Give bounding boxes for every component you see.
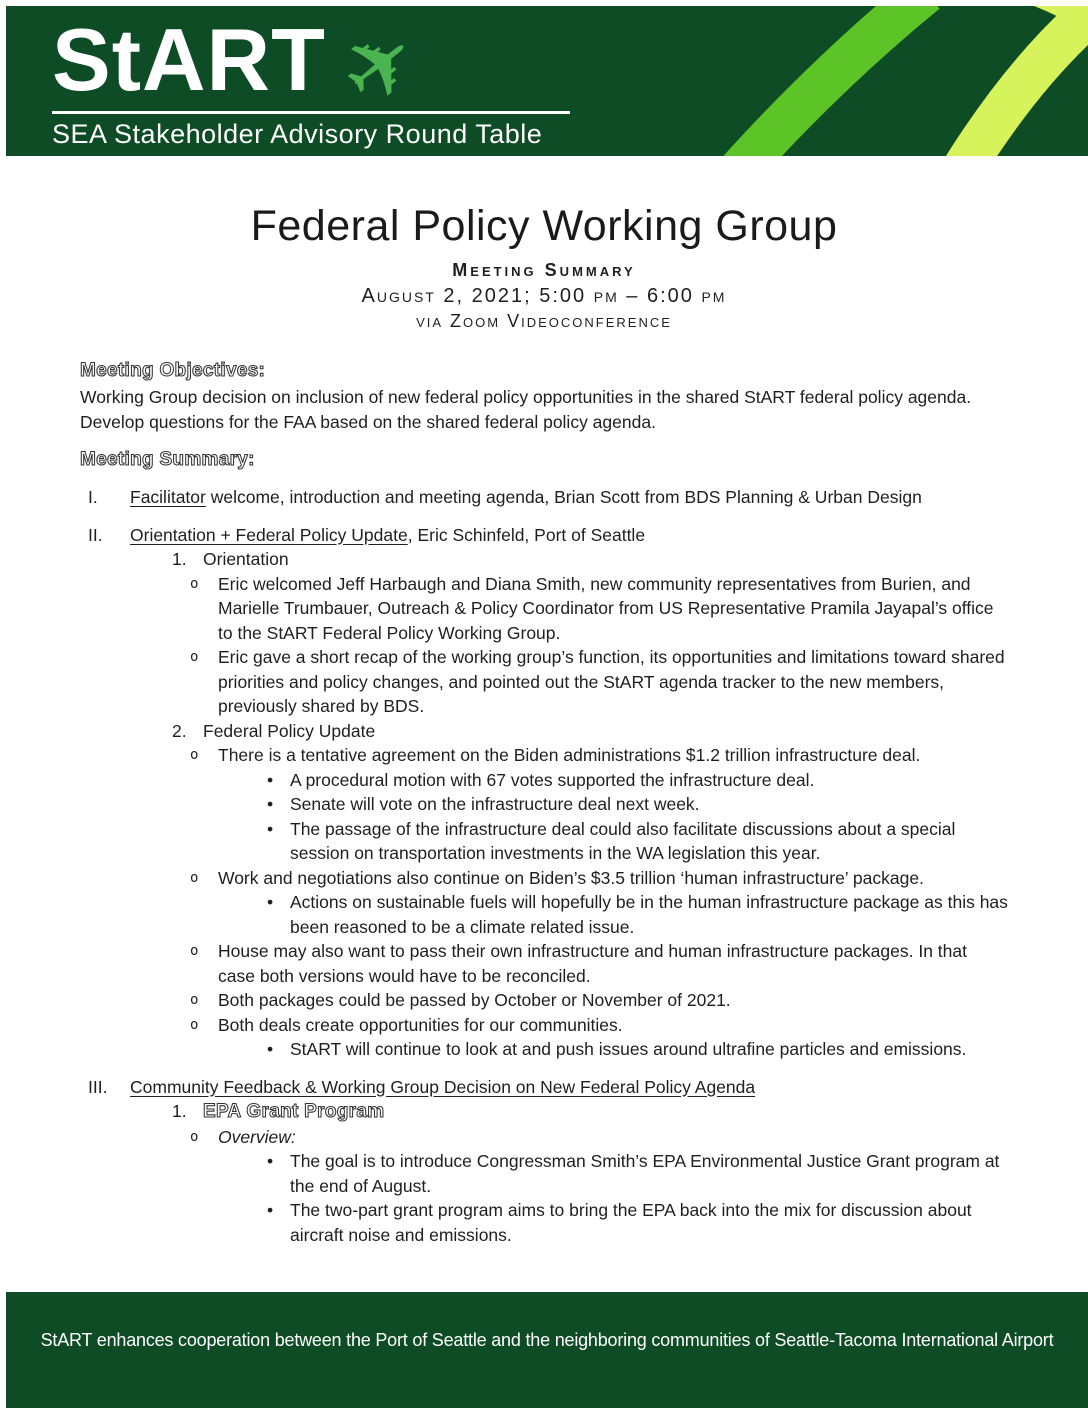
circle-bullet-item [190,743,1008,768]
list-marker: o [190,747,199,763]
list-marker: o [190,943,199,959]
list-item-text: EPA Grant Program [203,1101,385,1122]
list-marker: • [267,1200,274,1220]
circle-bullet-item [190,866,1008,891]
numbered-item [172,1099,1008,1125]
disc-bullet-item [267,890,1008,939]
airplane-icon: ✈ [321,6,438,128]
list-item-text: Community Feedback & Working Group Decision on New Federal Policy Agenda [130,1076,756,1097]
document-subtitle: Meeting Summary [452,260,636,280]
banner-tagline: SEA Stakeholder Advisory Round Table [52,119,543,149]
section-heading [80,485,1008,510]
objectives-line: Develop questions for the FAA based on the shared federal policy agenda. [80,412,656,432]
list-marker: • [267,1039,274,1059]
list-item-text: Overview: [218,1126,296,1147]
list-marker: 2. [172,720,187,741]
list-marker: o [190,869,199,886]
footer-text: StART enhances cooperation between the Port of Seattle and the neighboring communities of Seattle-Tacoma International Airport [40,1330,1054,1350]
circle-bullet-item [190,988,1008,1013]
list-marker: III. [88,1076,108,1097]
list-marker: o [190,992,199,1008]
list-item-text: Eric welcomed Jeff Harbaugh and Diana Smith, new community representatives from Burien, and Marielle Trumbauer, Outreach & Policy Coordinator from US Representative Pramila Jayapal’s office to the StART Federal Policy Working Group. [218,573,994,643]
list-marker: • [267,769,274,790]
summary-section [80,485,1008,510]
header-banner [6,6,1088,156]
circle-bullet-item [190,1125,1008,1150]
summary-sections [80,485,1008,1247]
disc-bullet-item [267,768,1008,793]
list-item-text: Federal Policy Update [203,720,376,741]
circle-bullet-item [190,645,1008,719]
logo-text: StART [52,10,326,109]
numbered-item [172,547,1008,572]
section-heading [80,1075,1008,1100]
meeting-venue: via Zoom Videoconference [416,311,672,331]
circle-bullet-item [190,572,1008,646]
footer-banner [6,1292,1088,1408]
list-item-text: Actions on sustainable fuels will hopefully be in the human infrastructure package as this has been reasoned to be a climate related issue. [290,892,1008,937]
list-item-text: The passage of the infrastructure deal could also facilitate discussions about a special session on transportation investments in the WA legislation this year. [290,818,956,863]
list-item-text: House may also want to pass their own infrastructure and human infrastructure packages. In that case both versions would have to be reconciled. [218,941,967,986]
list-marker: • [267,794,274,814]
list-marker: o [190,575,199,592]
summary-section [80,523,1008,1062]
circle-bullet-item [190,939,1008,988]
disc-bullet-item [267,1037,1008,1062]
list-item-text: Eric gave a short recap of the working group’s function, its opportunities and limitations toward shared priorities and policy changes, and pointed out the StART agenda tracker to the new members, previously shared by BDS. [218,647,1005,716]
objectives-heading: Meeting Objectives: [80,360,266,381]
document-title: Federal Policy Working Group [250,202,838,250]
disc-bullet-item [267,817,1008,866]
list-marker: 1. [172,1101,187,1121]
summary-heading: Meeting Summary: [80,449,255,470]
list-item-text: A procedural motion with 67 votes supported the infrastructure deal. [290,769,815,790]
objectives-line: Working Group decision on inclusion of new federal policy opportunities in the shared StART federal policy agenda. [80,387,972,407]
list-marker: o [190,1016,199,1033]
title-block [80,202,1008,332]
logo-block [52,6,570,150]
list-item-text: StART will continue to look at and push issues around ultrafine particles and emissions. [290,1039,967,1059]
list-item-text: There is a tentative agreement on the Biden administrations $1.2 trillion infrastructure deal. [218,745,921,765]
list-item-text: The two-part grant program aims to bring the EPA back into the mix for discussion about aircraft noise and emissions. [290,1200,972,1245]
disc-bullet-item [267,792,1008,817]
list-item-text: Work and negotiations also continue on Biden’s $3.5 trillion ‘human infrastructure’ package. [218,867,924,888]
list-marker: o [190,649,199,665]
objectives-text [80,385,1008,435]
circle-bullet-item [190,1013,1008,1038]
list-item-text: The goal is to introduce Congressman Smith’s EPA Environmental Justice Grant program at the end of August. [290,1151,1000,1196]
swoosh-decoration [588,6,1088,156]
summary-section [80,1075,1008,1248]
list-marker: • [267,892,274,912]
list-marker: 1. [172,549,187,569]
list-item-text: Both packages could be passed by October or November of 2021. [218,990,731,1010]
list-marker: II. [88,524,103,545]
list-item-text: Orientation [203,549,289,569]
list-marker: • [267,1151,274,1171]
list-marker: o [190,1128,199,1145]
list-item-text: Orientation + Federal Policy Update, Eric Schinfeld, Port of Seattle [130,524,646,545]
disc-bullet-item [267,1149,1008,1198]
section-heading [80,523,1008,548]
list-item-text: Both deals create opportunities for our communities. [218,1014,623,1035]
disc-bullet-item [267,1198,1008,1247]
list-marker: • [267,818,274,839]
list-item-text: Senate will vote on the infrastructure deal next week. [290,794,700,814]
list-item-text: Facilitator welcome, introduction and meeting agenda, Brian Scott from BDS Planning & Urban Design [130,487,922,507]
numbered-item [172,719,1008,744]
list-marker: I. [88,487,98,507]
meeting-date: August 2, 2021; 5:00 pm – 6:00 pm [361,285,727,307]
logo-underline [52,111,570,114]
